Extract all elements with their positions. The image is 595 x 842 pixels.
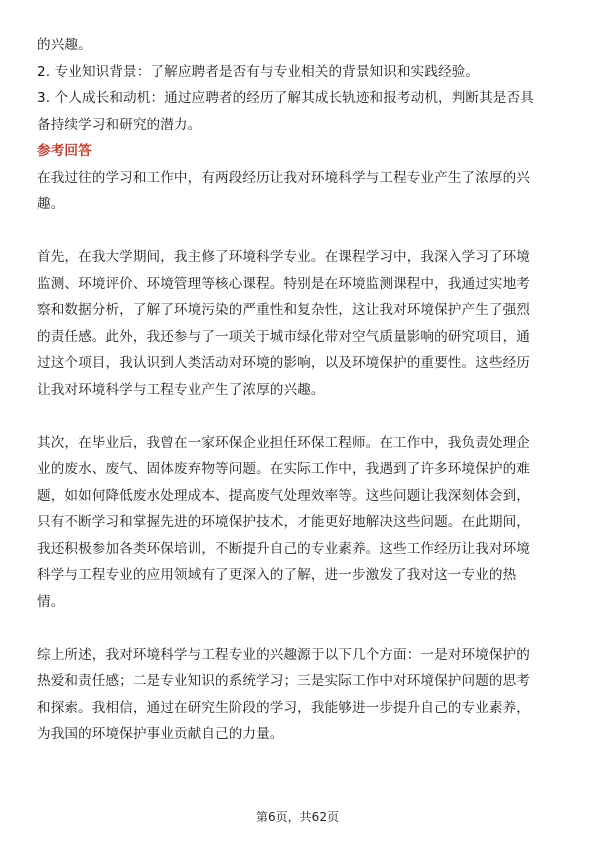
list-item-personal-growth: 3. 个人成长和动机：通过应聘者的经历了解其成长轨迹和报考动机，判断其是否具 xyxy=(37,90,534,106)
text-line: 察和数据分析，了解了环境污染的严重性和复杂性，这让我对环境保护产生了强烈 xyxy=(37,302,530,318)
text-line: 科学与工程专业的应用领域有了更深入的了解，进一步激发了我对这一专业的热 xyxy=(37,567,517,583)
paragraph-2 xyxy=(37,244,561,403)
text-line: 首先，在我大学期间，我主修了环境科学专业。在课程学习中，我深入学习了环境 xyxy=(37,249,530,265)
text-line: 我还积极参加各类环保培训，不断提升自己的专业素养。这些工作经历让我对环境 xyxy=(37,540,530,557)
paragraph-gap xyxy=(37,403,561,430)
text-line: 趣。 xyxy=(37,196,65,212)
paragraph-4 xyxy=(37,642,561,748)
text-line: 业的废水、废气、固体废弃物等问题。在实际工作中，我遇到了许多环境保护的难 xyxy=(37,461,530,477)
text-line: 在我过往的学习和工作中，有两段经历让我对环境科学与工程专业产生了浓厚的兴 xyxy=(37,169,530,186)
text-line: 让我对环境科学与工程专业产生了浓厚的兴趣。 xyxy=(37,381,325,398)
intro-list xyxy=(37,32,561,138)
text-line: 为我国的环境保护事业贡献自己的力量。 xyxy=(37,726,284,742)
text-line: 的兴趣。 xyxy=(37,37,92,53)
text-line: 热爱和责任感；二是专业知识的系统学习；三是实际工作中对环境保护问题的思考 xyxy=(37,673,530,689)
list-item-professional-background: 2. 专业知识背景：了解应聘者是否有与专业相关的背景知识和实践经验。 xyxy=(37,63,480,80)
text-line: 情。 xyxy=(37,593,65,610)
text-line: 题，如如何降低废水处理成本、提高废气处理效率等。这些问题让我深刻体会到， xyxy=(37,487,530,504)
paragraph-3 xyxy=(37,430,561,616)
text-line: 的责任感。此外，我还参与了一项关于城市绿化带对空气质量影响的研究项目，通 xyxy=(37,328,530,345)
text-line: 和探索。我相信，通过在研究生阶段的学习，我能够进一步提升自己的专业素养， xyxy=(37,699,530,716)
page-number-footer: 第6页，共62页 xyxy=(256,810,339,824)
text-line: 备持续学习和研究的潜力。 xyxy=(37,116,202,133)
document-body xyxy=(37,32,561,748)
section-heading-reference-answer: 参考回答 xyxy=(37,143,92,159)
paragraph-1 xyxy=(37,165,561,218)
text-line: 其次，在毕业后，我曾在一家环保企业担任环保工程师。在工作中，我负责处理企 xyxy=(37,434,530,451)
paragraph-gap xyxy=(37,218,561,245)
text-line: 监测、环境评价、环境管理等核心课程。特别是在环境监测课程中，我通过实地考 xyxy=(37,275,530,292)
paragraph-gap xyxy=(37,615,561,642)
text-line: 只有不断学习和掌握先进的环境保护技术，才能更好地解决这些问题。在此期间， xyxy=(37,514,530,530)
text-line: 综上所述，我对环境科学与工程专业的兴趣源于以下几个方面：一是对环境保护的 xyxy=(37,646,530,663)
text-line: 过这个项目，我认识到人类活动对环境的影响，以及环境保护的重要性。这些经历 xyxy=(37,355,530,371)
